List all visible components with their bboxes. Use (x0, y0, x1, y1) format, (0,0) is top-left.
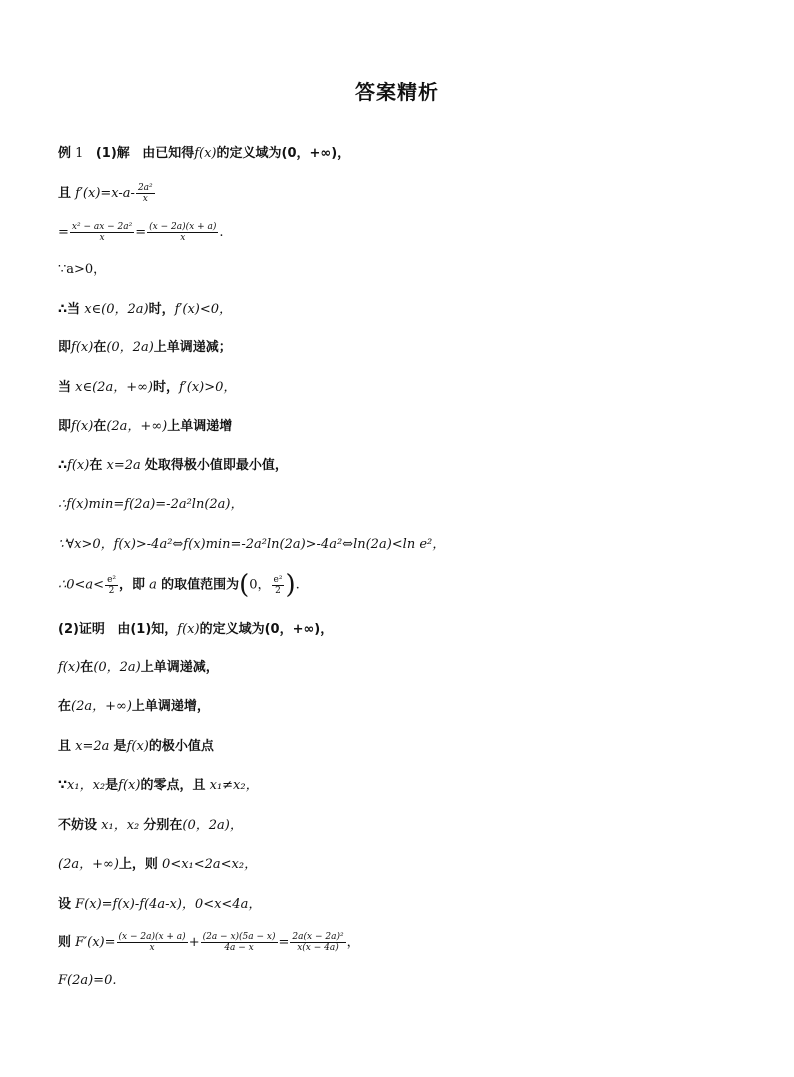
left-paren: ( (239, 570, 250, 600)
p2l2-tail: 上单调递减， (140, 660, 219, 675)
line6-pre: 即 (58, 340, 72, 355)
part2-line10: F(2a)=0. (58, 973, 117, 988)
line12-int-num: e² (273, 574, 283, 585)
line8-int: (2a，+∞) (106, 419, 168, 434)
line9-x: x=2a (106, 458, 141, 473)
line5-pre: ∴当 (58, 302, 81, 317)
p2l9-frac3 (290, 932, 345, 953)
p2l2-int: (0，2a) (93, 660, 141, 675)
line9 (58, 458, 288, 474)
line2-prefix: 且 (58, 186, 72, 201)
line12-int-frac (272, 575, 285, 596)
p2l9-f3-den: x(x − 4a) (297, 943, 339, 953)
p2l3-pre: 在 (58, 699, 72, 714)
p2l9-frac1 (117, 932, 188, 953)
p2l5-mid: 是 (105, 778, 119, 793)
line12-a: a (149, 577, 157, 593)
p2l7-mid: 上，则 (118, 857, 158, 872)
part2-line4 (58, 739, 214, 755)
part2-line1 (58, 622, 333, 638)
p2l7-tail: 0<x₁<2a<x₂， (162, 857, 258, 872)
p2l6-pre: 不妨设 (58, 818, 98, 833)
line2-frac (136, 183, 155, 204)
p2l4-mid: 是 (113, 739, 127, 754)
line12-mid: ，即 (119, 577, 146, 593)
p2l6-x: x₁，x₂ (101, 818, 140, 833)
p2l9-f1-num: (x − 2a)(x + a) (118, 932, 186, 942)
line10: ∴f(x)min=f(2a)=-2a²ln(2a)， (58, 497, 244, 512)
derivative-line (58, 183, 156, 204)
line7-expr: x∈(2a，+∞) (75, 380, 153, 395)
line3-frac1-den: x (99, 233, 105, 243)
p2l4-x: x=2a (75, 739, 110, 754)
p2l7-int: (2a，+∞) (58, 857, 119, 872)
part2-line6 (58, 818, 243, 834)
line5-mid: 时， (148, 302, 175, 317)
line6-mid: 在 (93, 340, 107, 355)
line12-frac-den: 2 (108, 585, 115, 596)
line9-pre: ∴ (58, 458, 68, 473)
line11: ∵∀x>0，f(x)>-4a²⇔f(x)min=-2a²ln(2a)>-4a²⇔ln(2a)<ln e²， (58, 537, 446, 552)
part2-text: 由(1)知， (117, 622, 178, 637)
p2l5-x: x₁，x₂ (67, 778, 106, 793)
line6-tail: 上单调递减； (153, 340, 232, 355)
p2l5-mid2: 的零点，且 (140, 778, 206, 793)
p2l4-tail: 的极小值点 (148, 739, 214, 754)
line3-frac2-num: (x − 2a)(x + a) (149, 222, 217, 232)
line3-frac1-num: x² − ax − 2a² (71, 222, 133, 232)
line9-mid: 在 (89, 458, 103, 473)
p2l3-tail: 上单调递增， (131, 699, 210, 714)
line12-frac (105, 575, 118, 596)
line8 (58, 419, 232, 435)
p2l9-f2-num: (2a − x)(5a − x) (202, 932, 276, 942)
p2l6-mid: 分别在 (143, 818, 183, 833)
part2-line2 (58, 660, 219, 676)
line12-frac-num: e² (107, 574, 117, 585)
p2l9-f1-den: x (149, 943, 155, 953)
line8-f: f(x) (71, 419, 94, 434)
line9-tail: 处取得极小值即最小值， (144, 458, 288, 473)
p2l9-pre: 则 (58, 935, 72, 950)
line7 (58, 380, 236, 396)
line12: ∴0<a< $\frac{\text{e²}}{2}$ ，即 a 的取值范围为(0， $\frac{\text{e²}}{2}$ ). (58, 570, 300, 600)
p2l9-f2-den: 4a − x (224, 943, 254, 953)
p2l9-F: F′(x)= (75, 935, 116, 950)
part2-line5 (58, 778, 259, 794)
p2l5-pre: ∵ (58, 778, 68, 793)
p2l8-expr: F(x)=f(x)-f(4a-x)，0<x<4a， (75, 897, 262, 912)
line2-expr: f′(x)=x-a- (75, 186, 135, 201)
line12-tail: 的取值范围为 (161, 577, 240, 593)
right-paren: ) (285, 570, 296, 600)
line4: ∵a>0， (58, 262, 107, 277)
line5-expr: x∈(0，2a) (84, 302, 149, 317)
line7-pre: 当 (58, 380, 72, 395)
line3-frac2 (147, 222, 218, 243)
line6-f: f(x) (71, 340, 94, 355)
line8-pre: 即 (58, 419, 72, 434)
p2l4-pre: 且 (58, 739, 72, 754)
line12-int-left: 0， (249, 577, 271, 593)
p2l3-int: (2a，+∞) (71, 699, 132, 714)
p2l8-pre: 设 (58, 897, 72, 912)
line3-frac1 (70, 222, 134, 243)
part2-line8 (58, 897, 261, 913)
part2-f: f(x) (177, 622, 200, 637)
line6 (58, 340, 232, 356)
p2l2-mid: 在 (80, 660, 94, 675)
example-label: 例 (58, 146, 72, 161)
part2-label: (2)证明 (58, 622, 105, 637)
example-number: 1 (75, 146, 84, 161)
line1-f: f(x) (194, 146, 217, 161)
line3-frac2-den: x (180, 233, 186, 243)
line2-frac-den: x (142, 194, 148, 204)
line7-tail: f′(x)>0， (179, 380, 237, 395)
line6-int: (0，2a) (106, 340, 154, 355)
page-title: 答案精析 (355, 80, 439, 104)
line8-tail: 上单调递增 (167, 419, 233, 434)
part2-line7 (58, 857, 257, 873)
p2l5-neq: x₁≠x₂， (209, 778, 259, 793)
part1-label: (1)解 (95, 146, 130, 161)
line8-mid: 在 (93, 419, 107, 434)
line1-text: 由已知得 (142, 146, 195, 161)
part2-line9: 则 F′(x)= $\frac{(x - 2a)(x + a)}{x}$ + $\frac{(2a - x)(5a - x)}{4a - x}$ = $\frac{\text{2a(x − 2a)²}}{x(x - 4a)}$ ， (58, 932, 360, 953)
derivative-simplified-line: = $\frac{\text{x² − ax − 2a²}}{x}$ = $\frac{(x - 2a)(x + a)}{x}$ . (58, 222, 224, 243)
p2l9-f3-num: 2a(x − 2a)² (292, 932, 344, 942)
p2l6-int: (0，2a)， (182, 818, 243, 833)
line9-f: f(x) (67, 458, 90, 473)
line5 (58, 302, 232, 318)
line5-tail: f′(x)<0， (174, 302, 233, 317)
line12-int-den: 2 (275, 585, 281, 596)
line12-pre: ∴0<a< (58, 577, 105, 593)
p2l9-frac2 (201, 932, 278, 953)
p2l4-f: f(x) (126, 739, 149, 754)
part2-rest: 的定义域为(0，+∞)， (199, 622, 334, 637)
p2l5-f: f(x) (118, 778, 141, 793)
line7-mid: 时， (153, 380, 180, 395)
line2-frac-num: 2a² (137, 183, 153, 193)
example-heading-line (58, 146, 350, 162)
p2l2-f: f(x) (58, 660, 81, 675)
part2-line3 (58, 699, 210, 715)
line1-rest: 的定义域为(0，+∞)， (216, 146, 351, 161)
